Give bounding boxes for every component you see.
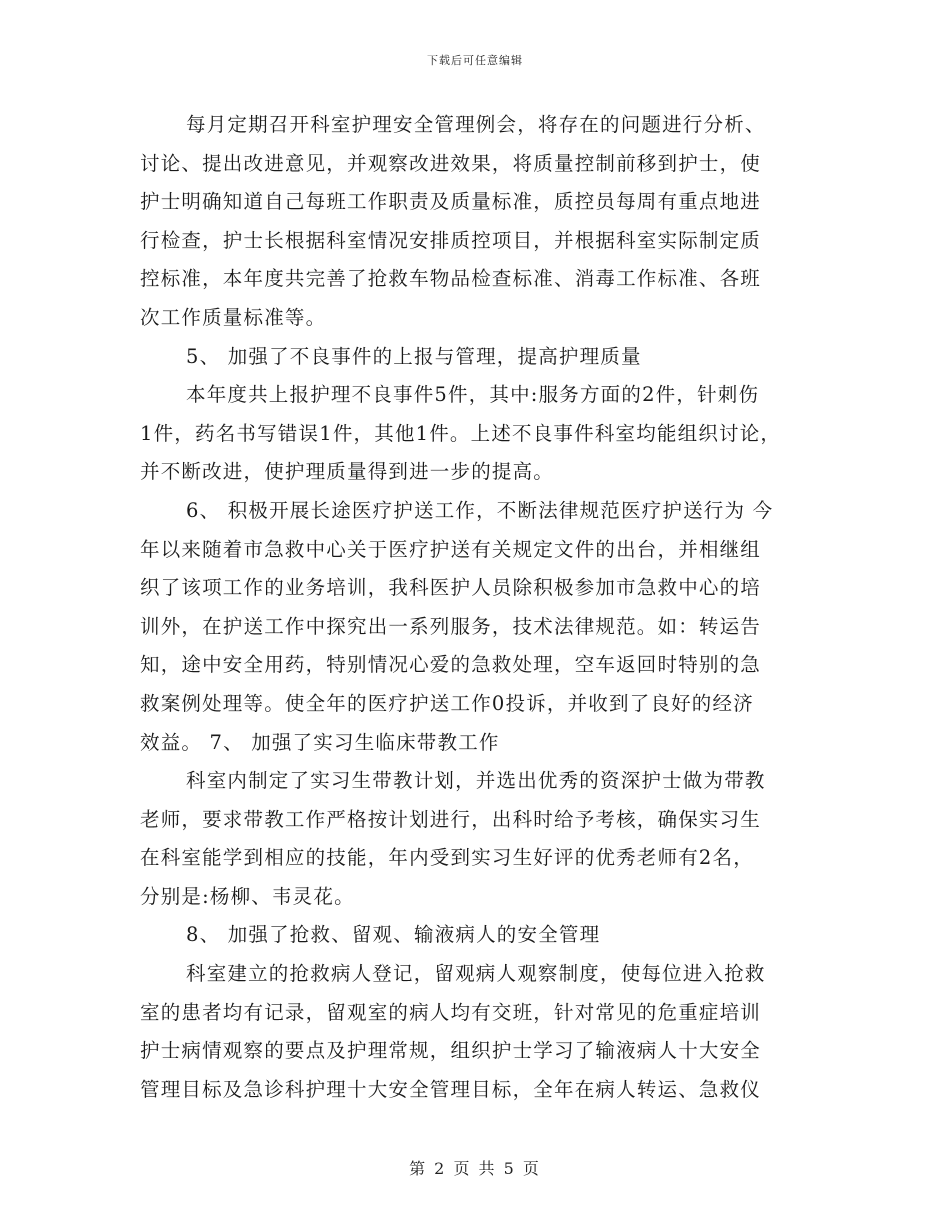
section-heading: 5、 加强了不良事件的上报与管理，提高护理质量	[186, 344, 642, 368]
text-line: 知，途中安全用药，特别情况心爱的急救处理，空车返回时特别的急	[140, 653, 762, 677]
text-line: 救案例处理等。使全年的医疗护送工作0投诉，并收到了良好的经济	[140, 691, 754, 715]
text-line: 本年度共上报护理不良事件5件，其中:服务方面的2件，针刺伤	[186, 383, 760, 407]
section-heading: 8、 加强了抢救、留观、输液病人的安全管理	[186, 923, 601, 947]
text-line: 讨论、提出改进意见，并观察改进效果，将质量控制前移到护士，使	[140, 151, 762, 175]
text-line: 管理目标及急诊科护理十大安全管理目标，全年在病人转运、急救仪	[140, 1077, 762, 1101]
text-line: 分别是:杨柳、韦灵花。	[140, 884, 355, 908]
text-line: 年以来随着市急救中心关于医疗护送有关规定文件的出台，并相继组	[140, 537, 762, 561]
text-line: 护士明确知道自己每班工作职责及质量标准，质控员每周有重点地进	[140, 190, 762, 214]
text-line: 行检查，护士长根据科室情况安排质控项目，并根据科室实际制定质	[140, 228, 762, 252]
section-heading: 6、 积极开展长途医疗护送工作，不断法律规范医疗护送行为 今	[186, 498, 774, 522]
text-line: 在科室能学到相应的技能，年内受到实习生好评的优秀老师有2名，	[140, 846, 754, 870]
text-line: 科室内制定了实习生带教计划，并选出优秀的资深护士做为带教	[186, 769, 766, 793]
document-body	[140, 106, 830, 1109]
text-line: 控标准，本年度共完善了抢救车物品检查标准、消毒工作标准、各班	[140, 267, 762, 291]
text-line: 效益。 7、 加强了实习生临床带教工作	[140, 730, 500, 754]
text-line: 次工作质量标准等。	[140, 305, 327, 329]
page-footer: 第 2 页 共 5 页	[409, 1159, 541, 1178]
text-line: 每月定期召开科室护理安全管理例会，将存在的问题进行分析、	[186, 113, 766, 136]
text-line: 科室建立的抢救病人登记，留观病人观察制度，使每位进入抢救	[186, 962, 766, 986]
text-line: 训外，在护送工作中探究出一系列服务，技术法律规范。如：转运告	[140, 614, 762, 638]
text-line: 老师，要求带教工作严格按计划进行，出科时给予考核，确保实习生	[140, 807, 762, 831]
text-line: 织了该项工作的业务培训，我科医护人员除积极参加市急救中心的培	[140, 576, 762, 600]
page-header: 下载后可任意编辑	[427, 54, 523, 67]
text-line: 1件，药名书写错误1件，其他1件。上述不良事件科室均能组织讨论，	[140, 421, 782, 445]
text-line: 护士病情观察的要点及护理常规，组织护士学习了输液病人十大安全	[140, 1039, 762, 1063]
text-line: 并不断改进，使护理质量得到进一步的提高。	[140, 460, 555, 484]
text-line: 室的患者均有记录，留观室的病人均有交班，针对常见的危重症培训	[140, 1000, 762, 1024]
